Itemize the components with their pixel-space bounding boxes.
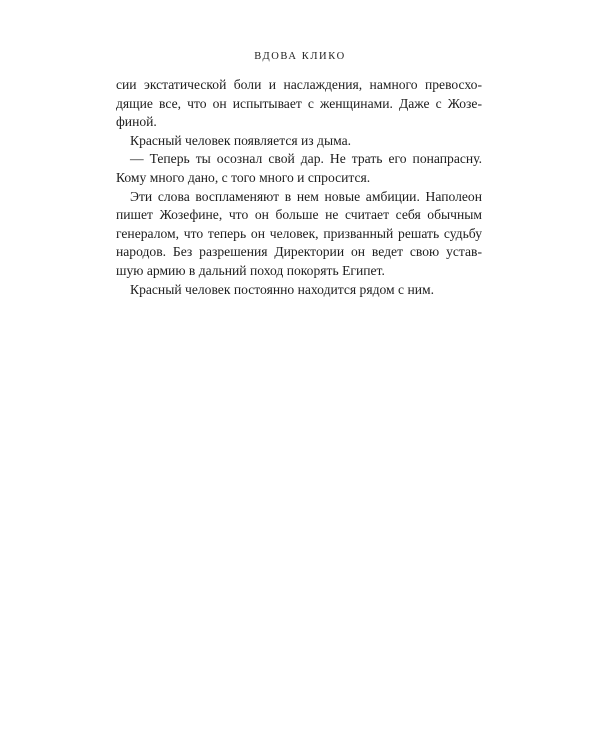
text-line: — Теперь ты осознал свой дар. Не трать его понапрасну. <box>130 151 482 167</box>
text-line: Красный человек появляется из дыма. <box>130 132 352 148</box>
text-line: Кому много дано, с того много и спросится. <box>116 169 371 185</box>
text-line: шую армию в дальний поход покорять Египет. <box>116 262 385 278</box>
text-line: пишет Жозефине, что он больше не считает себя обычным <box>116 207 482 223</box>
text-line: дящие все, что он испытывает с женщинами. Даже с Жозе- <box>116 95 482 111</box>
running-head: ВДОВА КЛИКО <box>254 51 346 62</box>
text-line: народов. Без разрешения Директории он ведет свою устав- <box>116 244 482 260</box>
text-line: сии экстатической боли и наслаждения, намного превосхо- <box>116 77 482 92</box>
text-line: Эти слова воспламеняют в нем новые амбиции. Наполеон <box>130 188 482 204</box>
text-line: генералом, что теперь он человек, призванный решать судьбу <box>116 225 482 241</box>
body-text <box>116 76 482 299</box>
text-line: финой. <box>116 114 157 130</box>
text-line: Красный человек постоянно находится рядом с ним. <box>130 281 435 297</box>
